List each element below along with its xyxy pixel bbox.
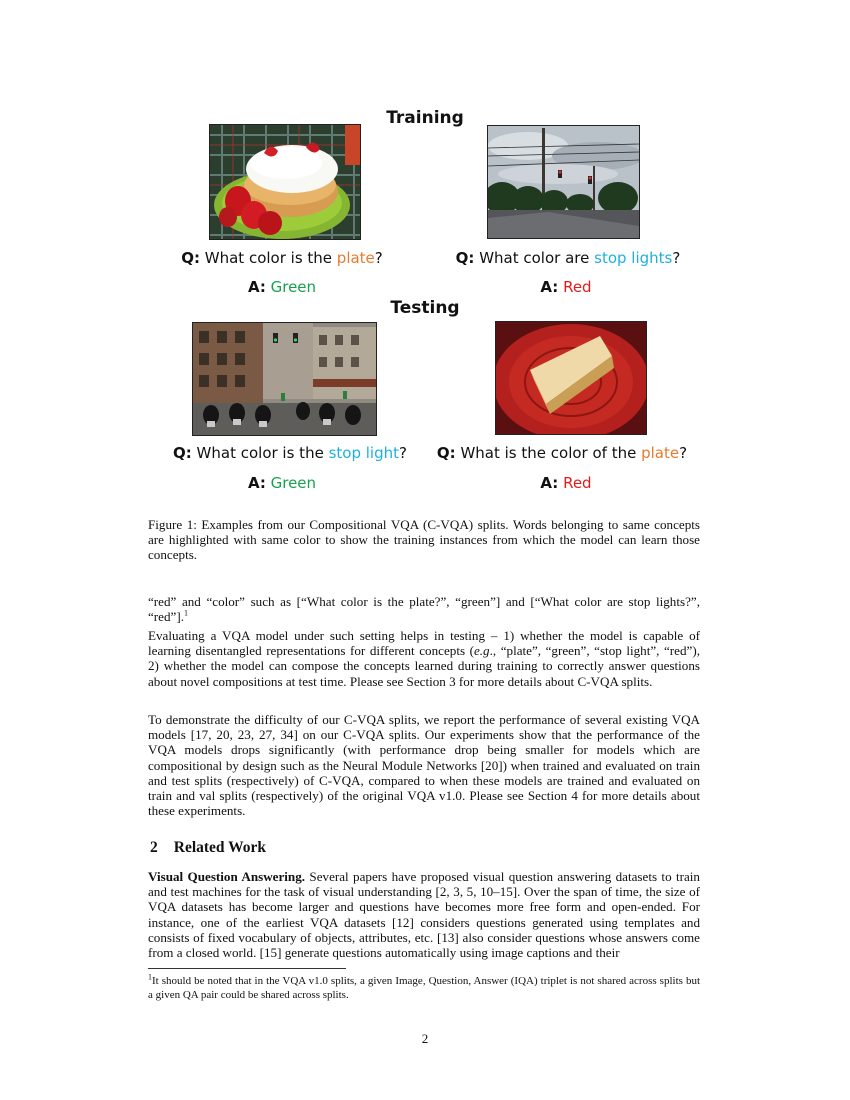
footnote: [148, 972, 700, 1002]
concept-stop-lights: stop lights: [594, 249, 673, 267]
footnote-text: It should be noted that in the VQA v1.0 splits, a given Image, Question, Answer (IQA) triplet is not shared across splits but a given QA pair could be shared across splits.: [148, 975, 700, 1001]
question-text: What is the color of the: [460, 444, 642, 462]
a-prefix: A:: [247, 278, 266, 296]
footnote-divider: [148, 968, 346, 969]
section-number: 2: [150, 839, 158, 856]
q-prefix: Q:: [173, 444, 192, 462]
section-heading: [150, 839, 266, 857]
answer-red: Red: [563, 474, 592, 492]
paragraph-2: [148, 628, 700, 689]
q-prefix: Q:: [436, 444, 456, 462]
testing-answer-1: [132, 474, 432, 492]
concept-plate: plate: [336, 249, 375, 267]
concept-plate: plate: [641, 444, 680, 462]
testing-question-1: [140, 444, 440, 462]
testing-question-2: [412, 444, 712, 462]
question-mark: ?: [672, 249, 681, 267]
testing-heading: Testing: [390, 298, 460, 318]
related-work-paragraph: [148, 869, 700, 960]
paragraph-2-text-a: Evaluating a VQA model under such setting helps in testing – 1) whether the model is capable of learning disentangled representations for different concepts (: [148, 628, 700, 659]
stop-lights-street-image: [487, 125, 640, 239]
related-work-text: Several papers have proposed visual question answering datasets to train and test machines for the task of visual understanding [2, 3, 5, 10–15]. Over the span of time, the size of VQA datasets has become larger and questions have becomes more free form and open-ended. For instance, one of the earliest VQA datasets [12] considers questions generated using templates and consists of fixed vocabulary of objects, attributes, etc. [13] also consider questions whose answers come from a closed world. [15] generate questions automatically using image captions and their: [148, 869, 700, 961]
question-mark: ?: [374, 249, 383, 267]
motorcycle-parade-image: [192, 322, 377, 436]
question-text: What color is the: [204, 249, 337, 267]
figure-caption: Figure 1: Examples from our Compositional VQA (C-VQA) splits. Words belonging to same concepts are highlighted with same color to show the training instances from which the model can learn those concepts.: [148, 517, 700, 563]
footnote-mark: 1: [148, 972, 152, 982]
answer-green: Green: [270, 278, 317, 296]
paragraph-1: [148, 594, 700, 624]
section-title: Related Work: [173, 839, 267, 856]
paragraph-2-eg: e.g: [473, 643, 490, 659]
training-heading: Training: [386, 108, 464, 128]
question-text: What color is the: [196, 444, 329, 462]
testing-answer-2: [416, 474, 716, 492]
paragraph-1-text: “red” and “color” such as [“What color is the plate?”, “green”] and [“What color are stop lights?”, “red”].: [148, 594, 700, 625]
question-mark: ?: [679, 444, 688, 462]
question-text: What color are: [479, 249, 595, 267]
page-number: 2: [421, 1031, 429, 1046]
training-answer-2: [416, 278, 716, 296]
a-prefix: A:: [247, 474, 266, 492]
answer-green: Green: [270, 474, 317, 492]
concept-stop-light: stop light: [328, 444, 399, 462]
a-prefix: A:: [540, 278, 559, 296]
a-prefix: A:: [540, 474, 559, 492]
q-prefix: Q:: [181, 249, 200, 267]
q-prefix: Q:: [455, 249, 475, 267]
training-question-1: [132, 249, 432, 267]
training-question-2: [418, 249, 718, 267]
paragraph-2-text-b: ., “plate”, “green”, “stop light”, “red”), 2) whether the model can compose the concepts learned during training to correctly answer questions about novel compositions at test time. Please see Section 3 for more details about C-VQA splits.: [148, 643, 700, 689]
shortcake-image: [209, 124, 361, 240]
footnote-marker: 1: [183, 608, 188, 618]
cheesecake-image: [495, 321, 647, 435]
paragraph-3: To demonstrate the difficulty of our C-VQA splits, we report the performance of several existing VQA models [17, 20, 23, 27, 34] on our C-VQA splits. Our experiments show that the performance of the VQA models drops significantly (with performance drop being smaller for models which are compositional by design such as the Neural Module Networks [20]) when trained and evaluated on train and test splits (respectively) of C-VQA, compared to when these models are trained and evaluated on train and val splits (respectively) of the original VQA v1.0. Please see Section 4 for more details about these experiments.: [148, 712, 700, 819]
paragraph-lead: Visual Question Answering.: [148, 869, 306, 884]
question-mark: ?: [399, 444, 407, 462]
answer-red: Red: [563, 278, 592, 296]
training-answer-1: [132, 278, 432, 296]
